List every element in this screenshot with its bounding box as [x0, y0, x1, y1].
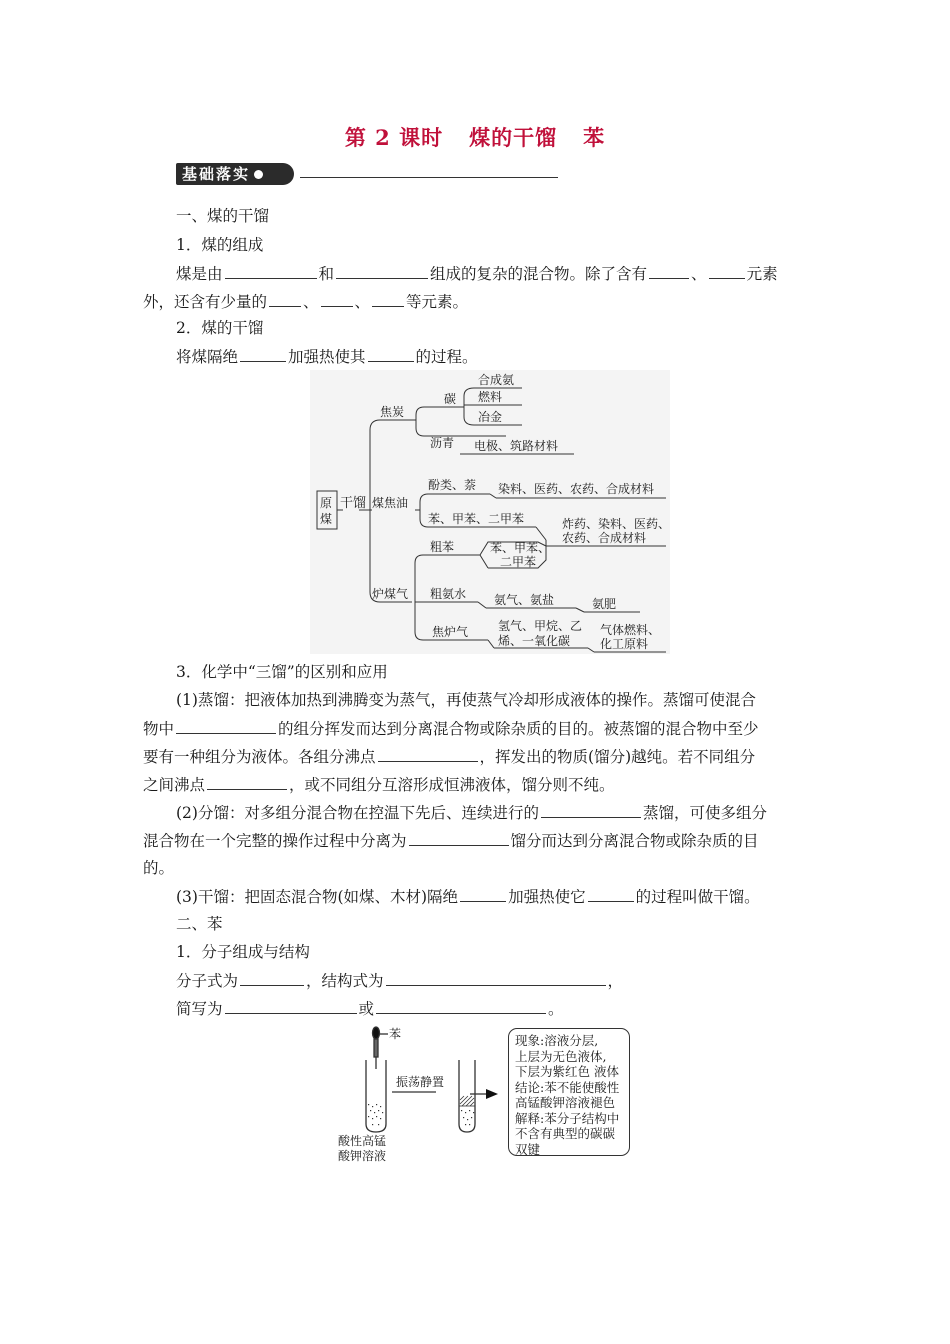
subsection-heading: 3．化学中“三馏”的区别和应用: [176, 663, 388, 681]
paragraph-line: 简写为 或 。: [176, 1000, 564, 1018]
answer-blank[interactable]: [372, 291, 404, 307]
carbon-use-1: 合成氨: [478, 373, 515, 387]
answer-blank[interactable]: [541, 802, 641, 818]
answer-blank[interactable]: [225, 263, 317, 279]
result-line: 解释:苯分子结构中: [515, 1110, 620, 1126]
paragraph-line: 的。: [143, 859, 175, 877]
page-title: [0, 122, 950, 152]
result-line: 下层为紫红色 液体: [515, 1064, 619, 1079]
coke-gas-label: 焦炉气: [432, 625, 469, 639]
answer-blank[interactable]: [336, 263, 428, 279]
crude-benzene-sub-1: 苯、甲苯、: [490, 541, 551, 555]
paragraph-line: 混合物在一个完整的操作过程中分离为 馏分而达到分离混合物或除杂质的目: [143, 832, 759, 850]
subsection-heading: 1．分子组成与结构: [176, 943, 310, 961]
section-heading: 二、苯: [176, 915, 223, 933]
branch-coke: 焦炭: [380, 405, 405, 419]
ammonia-use: 氨肥: [592, 597, 617, 611]
section-badge-label: 基础落实: [182, 165, 251, 183]
benzenes-label: 苯、甲苯、二甲苯: [428, 512, 525, 526]
crude-benzene-label: 粗苯: [430, 540, 455, 554]
result-line: 上层为无色液体,: [515, 1048, 607, 1064]
crude-ammonia-label: 粗氨水: [430, 587, 467, 601]
dropper-icon: [374, 1039, 378, 1057]
carbon-use-3: 冶金: [478, 410, 503, 424]
solution-label-1: 酸性高锰: [338, 1134, 387, 1148]
coke-gas-sub-1: 氢气、甲烷、乙: [498, 619, 583, 633]
test-tube-icon-2: [459, 1060, 475, 1132]
result-line: 不含有典型的碳碳: [515, 1126, 616, 1141]
answer-blank[interactable]: [269, 291, 301, 307]
answer-blank[interactable]: [240, 970, 304, 986]
result-line: 双键: [515, 1141, 541, 1157]
lesson-number: 第 2 课时: [344, 125, 444, 150]
benzene-use-1: 炸药、染料、医药、: [562, 517, 670, 531]
solution-label-2: 酸钾溶液: [338, 1149, 387, 1163]
result-line: 高锰酸钾溶液褪色: [515, 1095, 616, 1110]
paragraph-line: 要有一种组分为液体。各组分沸点 ，挥发出的物质(馏分)越纯。若不同组分: [143, 748, 756, 766]
branch-coal-gas: 炉煤气: [372, 587, 409, 601]
carbon-use-2: 燃料: [478, 390, 503, 404]
answer-blank[interactable]: [225, 998, 357, 1014]
result-line: 现象:溶液分层,: [515, 1033, 599, 1048]
section-heading: 一、煤的干馏: [176, 207, 270, 225]
paragraph-line: 之间沸点 ，或不同组分互溶形成恒沸液体，馏分则不纯。: [143, 776, 615, 794]
paragraph-line: 外，还含有少量的 、 、 等元素。: [143, 293, 469, 311]
answer-blank[interactable]: [368, 346, 414, 362]
coke-gas-use-2: 化工原料: [600, 637, 649, 651]
ammonia-sub: 氨气、氨盐: [494, 593, 555, 607]
result-line: 结论:苯不能使酸性: [515, 1079, 620, 1095]
lesson-subtopic: 苯: [583, 125, 606, 150]
branch-coal-tar: 煤焦油: [372, 496, 409, 510]
dropper-bulb-icon: [373, 1027, 380, 1039]
answer-blank[interactable]: [460, 886, 506, 902]
paragraph-line: (1)蒸馏：把液体加热到沸腾变为蒸气，再使蒸气冷却形成液体的操作。蒸馏可使混合: [176, 691, 756, 709]
paragraph-line: (2)分馏：对多组分混合物在控温下先后、连续进行的 蒸馏，可使多组分: [176, 804, 767, 822]
paragraph-line: 煤是由 和 组成的复杂的混合物。除了含有 、 元素: [176, 265, 778, 283]
answer-blank[interactable]: [321, 291, 353, 307]
phenols-use: 染料、医药、农药、合成材料: [498, 482, 655, 496]
answer-blank[interactable]: [409, 830, 509, 846]
pitch-use: 电极、筑路材料: [474, 439, 559, 453]
crude-benzene-sub-2: 二甲苯: [500, 555, 537, 569]
answer-blank[interactable]: [386, 970, 606, 986]
answer-blank[interactable]: [588, 886, 634, 902]
reagent-label: 苯: [389, 1027, 402, 1041]
section-badge: [176, 163, 294, 185]
arrow-icon: [486, 1089, 498, 1099]
root-label-top: 原煤: [320, 496, 333, 526]
answer-blank[interactable]: [649, 263, 689, 279]
answer-blank[interactable]: [376, 998, 546, 1014]
phenols-label: 酚类、萘: [428, 478, 477, 492]
answer-blank[interactable]: [240, 346, 286, 362]
pitch-label: 沥青: [430, 436, 455, 450]
answer-blank[interactable]: [378, 746, 478, 762]
answer-blank[interactable]: [709, 263, 745, 279]
subsection-heading: 2．煤的干馏: [176, 319, 264, 337]
result-box: [508, 1028, 630, 1156]
paragraph-line: (3)干馏：把固态混合物(如煤、木材)隔绝 加强热使它 的过程叫做干馏。: [176, 888, 760, 906]
paragraph-line: 物中 的组分挥发而达到分离混合物或除杂质的目的。被蒸馏的混合物中至少: [143, 720, 759, 738]
action-label: 振荡静置: [396, 1075, 445, 1089]
coal-distillation-diagram: [310, 370, 670, 654]
paragraph-line: 分子式为 ，结构式为 ，: [176, 972, 624, 990]
lesson-topic: 煤的干馏: [469, 125, 558, 150]
answer-blank[interactable]: [176, 718, 276, 734]
benzene-use-2: 农药、合成材料: [562, 531, 647, 545]
subsection-heading: 1．煤的组成: [176, 236, 264, 254]
process-label: 干馏: [340, 496, 367, 511]
experiment-figure: [336, 1024, 506, 1164]
paragraph-line: 将煤隔绝 加强热使其 的过程。: [176, 348, 478, 366]
section-rule: [300, 177, 558, 178]
answer-blank[interactable]: [207, 774, 287, 790]
coke-gas-sub-2: 烯、一氧化碳: [498, 634, 571, 648]
coke-gas-use-1: 气体燃料、: [600, 623, 661, 637]
dot-icon: [254, 170, 263, 179]
test-tube-icon: [366, 1060, 386, 1132]
carbon-label: 碳: [444, 392, 457, 406]
